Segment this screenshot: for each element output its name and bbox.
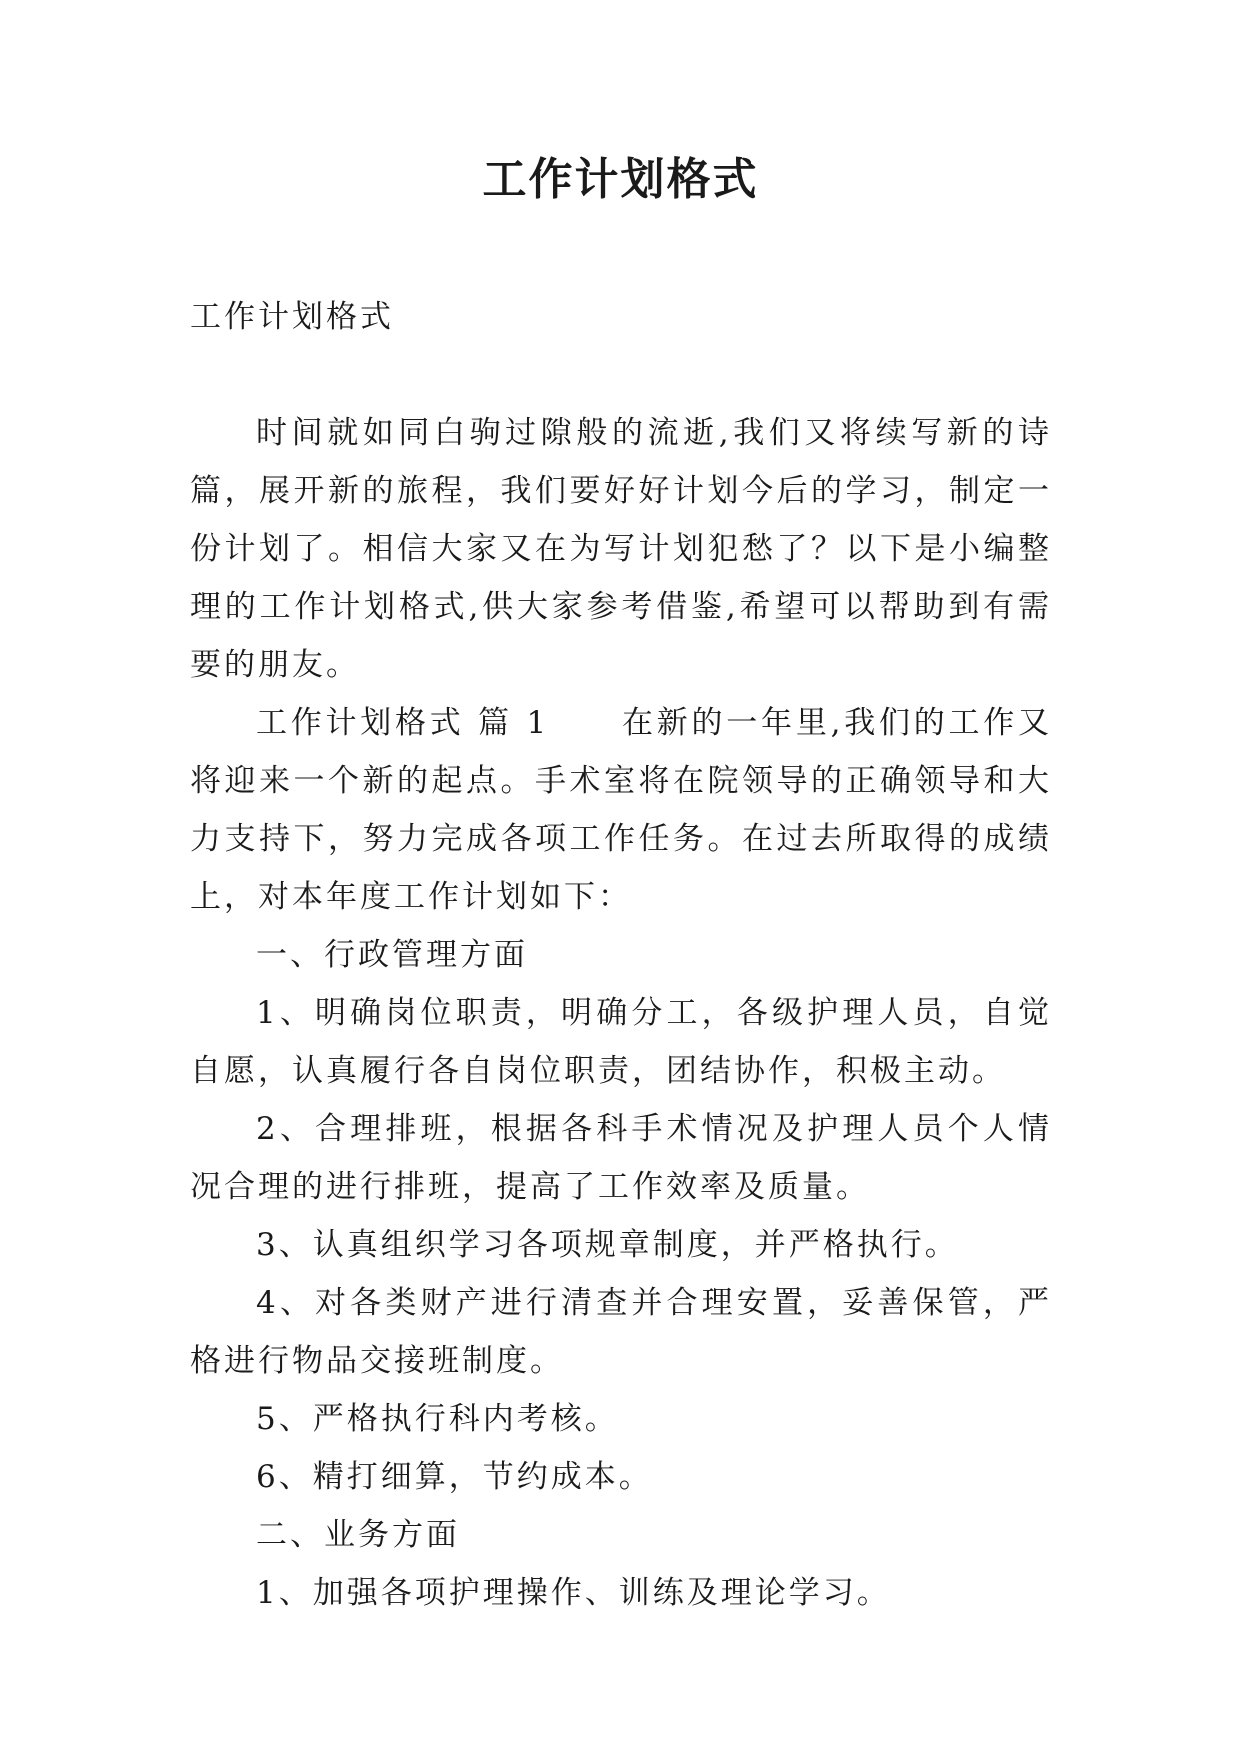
list-item: 3、认真组织学习各项规章制度，并严格执行。 <box>256 1227 959 1263</box>
part1-heading: 一、行政管理方面 <box>256 937 528 973</box>
section-intro: 在新的一年里,我们的工作又将迎来一个新的起点。手术室将在院领导的正确领导和大力支持下，努力完成各项工作任务。在过去所取得的成绩上，对本年度工作计划如下： <box>190 705 1052 915</box>
list-item: 6、精打细算，节约成本。 <box>256 1459 653 1495</box>
list-item: 4、对各类财产进行清查并合理安置，妥善保管，严格进行物品交接班制度。 <box>190 1285 1052 1379</box>
document-subtitle: 工作计划格式 <box>190 299 394 335</box>
list-item: 1、加强各项护理操作、训练及理论学习。 <box>256 1575 891 1611</box>
section-heading: 工作计划格式 篇 1 <box>256 705 550 741</box>
document-title: 工作计划格式 <box>482 154 759 205</box>
part2-heading: 二、业务方面 <box>256 1517 460 1553</box>
document-body <box>190 288 1052 1622</box>
section-paragraph <box>190 694 1052 926</box>
list-item: 5、严格执行科内考核。 <box>256 1401 619 1437</box>
list-item: 2、合理排班，根据各科手术情况及护理人员个人情况合理的进行排班，提高了工作效率及质量。 <box>190 1111 1052 1205</box>
list-item: 1、明确岗位职责，明确分工，各级护理人员，自觉自愿，认真履行各自岗位职责，团结协作，积极主动。 <box>190 995 1052 1089</box>
intro-paragraph: 时间就如同白驹过隙般的流逝,我们又将续写新的诗篇，展开新的旅程，我们要好好计划今后的学习，制定一份计划了。相信大家又在为写计划犯愁了？以下是小编整理的工作计划格式,供大家参考借鉴,希望可以帮助到有需要的朋友。 <box>190 415 1052 683</box>
